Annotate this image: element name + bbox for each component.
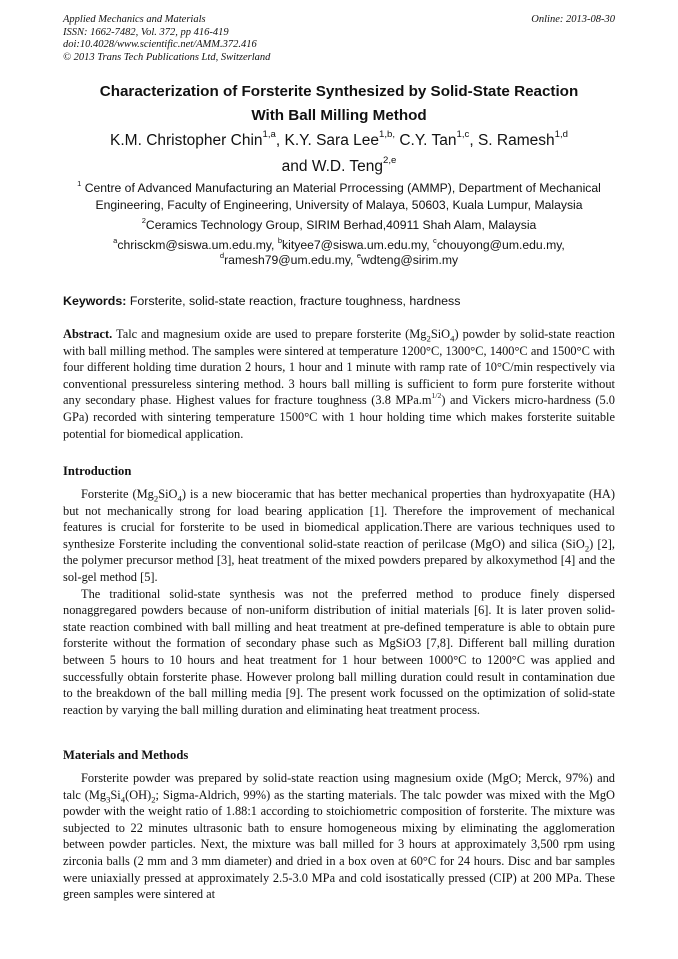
email-link[interactable]: wdteng@sirim.my [361,253,459,267]
author-affiliation-mark: 1,b, [379,129,396,141]
emails-line-1 [63,235,615,253]
subscript: 2 [584,543,590,554]
copyright-line: © 2013 Trans Tech Publications Ltd, Switzerland [63,51,271,63]
author-affiliation-mark: 1,c [456,129,470,141]
introduction-paragraph-1 [63,486,615,586]
author-affiliation-mark: 1,d [554,129,568,141]
abstract-text: ) powder by solid-state reaction with ball milling method. The samples were sintered at temperature 1200°C, 1300°C, 1400°C and 1500°C with four different holding time duration 2 hours, 1 hour and 1 minute with ramp rate of 10°C/min respectively via conventional pressureless sintering method. 3 hours ball milling is sufficient to form pure forsterite without any secondary phase. Highest values for fracture toughness (3.8 MPa.m [63,327,616,408]
abstract-label: Abstract. [63,327,113,341]
methods-text: Si [110,787,121,802]
affiliation-text: Ceramics Technology Group, SIRIM Berhad,40911 Shah Alam, Malaysia [145,218,537,232]
keywords [63,293,615,310]
email-mark: d [219,250,225,260]
methods-paragraph [63,770,615,903]
introduction-body [63,486,615,718]
email-mark: a [113,235,118,245]
emails-line-2 [63,250,615,268]
intro-text: Forsterite (Mg [81,487,154,501]
subscript: 2 [153,493,159,504]
methods-text: (OH) [125,787,152,802]
author-emails [63,235,615,268]
affiliation-1-line-1 [63,180,615,197]
subscript: 4 [120,794,126,805]
abstract-paragraph [63,326,615,442]
journal-metadata [63,14,270,64]
author-name: W.D. Teng [311,158,384,175]
author-name: C.Y. Tan [399,132,457,149]
email-mark: c [433,235,437,245]
methods-text: ; Sigma-Aldrich, 99%) as the starting materials. The talc powder was mixed with the MgO powder with the weight ratio of 1.88:1 according to stoichiometric composition of forsterite. The mixture was subjected to 22 minutes ultrasonic bath to ensure homogeneous mixing by eliminating the agglomeration between powder particles. Next, the mixture was ball milled for 3 hours at approximately 3,500 rpm using zirconia balls (2 mm and 3 mm diameter) and dried in a box oven at 60°C for 24 hours. Disc and bar samples were uniaxially pressed at approximately 2.5-3.0 MPa and cold isostatically pressed (CIP) at 200 MPa. These green samples were sintered at [63,787,615,902]
intro-text: ) [2], the polymer precursor method [3], heat treatment of the mixed powders prepared by alkoxymethod [4] and the sol-gel method [5]. [63,536,615,584]
methods-heading: Materials and Methods [63,748,189,762]
author-name: K.Y. Sara Lee [284,132,379,149]
author-affiliation-mark: 2,e [383,155,397,167]
email-link[interactable]: chouyong@um.edu.my, [436,238,565,252]
author-name: K.M. Christopher Chin [110,132,263,149]
intro-text: ) is a new bioceramic that has better mechanical properties than hydroxyapatite (HA) but not mechanically strong for load bearing application [1]. Therefore the improvement of mechanical features is crucial for forsterite to be used in biomedical application.There are various techniques used to synthesize Forsterite including the conventional solid-state reaction of perilcase (MgO) and silica (SiO [63,487,615,551]
affiliation-text: Centre of Advanced Manufacturing an Material Prrocessing (AMMP), Department of Mechanical [84,181,601,195]
title-line-2: With Ball Milling Method [251,107,427,124]
subscript: 3 [106,794,111,805]
superscript: 1/2 [431,391,442,401]
affiliation-1 [63,180,615,214]
email-link[interactable]: ramesh79@um.edu.my, [224,253,354,267]
online-date: Online: 2013-08-30 [531,14,615,25]
subscript: 4 [450,333,455,344]
title-line-1: Characterization of Forsterite Synthesized by Solid-State Reaction [99,83,579,100]
introduction-paragraph-2: The traditional solid-state synthesis was not the preferred method to produce finely dispersed nonaggregared powders because of non-uniform distribution of initial materials [6]. It is later proven solid-state reaction combined with ball milling and heat treatment at pre-defined temperature is able to obtain pure forsterite without the formation of secondary phase such as MgSiO3 [7,8]. Different ball milling duration between 5 hours to 10 hours and heat treatment for 1 hour between 1000°C to 1200°C was applied and successfully obtain forsterite phase. However prolong ball milling duration could result in contamination due to the breakdown of the ball milling media [9]. The present work focussed on the optimization of solid-state reaction by varying the ball milling duration and eliminating heat treatment process. [63,586,615,717]
abstract-text: SiO [430,327,451,341]
subscript: 2 [426,333,431,344]
subscript: 4 [177,493,182,504]
authors-line-2 [63,154,615,180]
introduction-heading: Introduction [63,464,132,478]
keywords-text: Forsterite, solid-state reaction, fracture toughness, hardness [129,294,461,308]
email-mark: e [356,250,362,260]
keywords-label: Keywords: [63,294,127,308]
abstract [63,326,615,442]
intro-text: SiO [158,487,178,501]
author-name: S. Ramesh [477,132,555,149]
subscript: 2 [151,794,156,805]
abstract-text: Talc and magnesium oxide are used to prepare forsterite (Mg [116,327,427,341]
email-link[interactable]: chrisckm@siswa.um.edu.my, [117,238,275,252]
affiliation-1-line-2: Engineering, Faculty of Engineering, University of Malaya, 50603, Kuala Lumpur, Malaysia [95,198,583,212]
journal-name: Applied Mechanics and Materials [63,14,206,25]
author-conjunction: and [281,158,308,175]
methods-text: Forsterite powder was prepared by solid-state reaction using magnesium oxide (MgO; Merck, 97%) and talc (Mg [63,771,615,802]
methods-body [63,770,615,903]
affiliation-mark: 1 [77,178,82,188]
author-affiliation-mark: 1,a [262,129,276,141]
affiliation-2 [63,217,615,234]
affiliation-mark: 2 [141,215,146,225]
doi-line: doi:10.4028/www.scientific.net/AMM.372.416 [63,39,257,50]
authors-line-1: K.M. Christopher Chin$^{1,a}$, K.Y. Sara Lee$^{1,b,}$ C.Y. Tan$^{1,c}$, S. Ramesh$^{1,d}$ [110,129,568,149]
paper-title [63,80,615,128]
issn-line: ISSN: 1662-7482, Vol. 372, pp 416-419 [63,26,229,38]
email-link[interactable]: kityee7@siswa.um.edu.my, [282,238,430,252]
abstract-text: ) and Vickers micro-hardness (5.0 GPa) recorded with sintering temperature 1500°C with 1 hour holding time which makes forsterite suitable potential for biomedical application. [63,393,615,441]
author-list [63,128,615,180]
email-mark: b [277,235,283,245]
